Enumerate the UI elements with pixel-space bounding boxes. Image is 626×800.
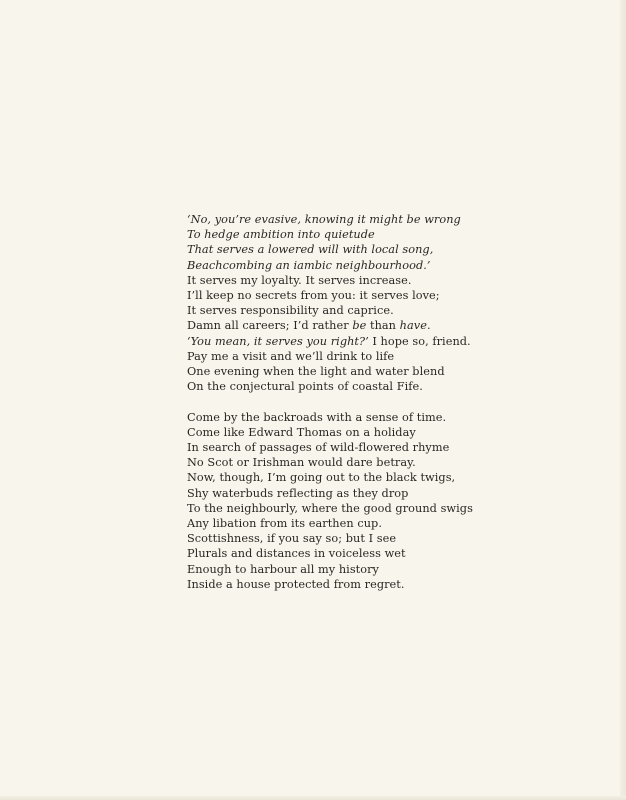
poem-line: Inside a house protected from regret. <box>187 577 405 591</box>
line-segment: . <box>426 319 431 333</box>
poem-line: In search of passages of wild-flowered rhyme <box>187 441 450 455</box>
italic-word: have <box>399 319 427 333</box>
poem-line: Scottishness, if you say so; but I see <box>187 532 397 546</box>
poem-line <box>187 318 587 333</box>
deckle-edge-bottom <box>0 796 626 800</box>
line-segment: I hope so, friend. <box>368 334 471 348</box>
poem-line: Plurals and distances in voiceless wet <box>187 547 406 561</box>
poem-line: That serves a lowered will with local song, <box>187 243 434 257</box>
poem-line: Now, though, I’m going out to the black twigs, <box>187 471 456 485</box>
poem-line: No Scot or Irishman would dare betray. <box>187 456 416 470</box>
line-segment: than <box>366 319 400 333</box>
italic-quote: ‘You mean, it serves you right?’ <box>187 334 369 348</box>
deckle-edge-right <box>620 0 626 800</box>
poem-text <box>187 212 587 607</box>
stanza-1 <box>187 212 587 394</box>
poem-line: Enough to harbour all my history <box>187 562 379 576</box>
poem-line: Come by the backroads with a sense of time. <box>187 410 447 424</box>
poem-line: To the neighbourly, where the good ground swigs <box>187 501 473 515</box>
poem-line: Pay me a visit and we’ll drink to life <box>187 349 395 363</box>
stanza-2 <box>187 410 587 592</box>
poem-line <box>187 334 587 349</box>
poem-line: It serves responsibility and caprice. <box>187 304 394 318</box>
poem-line: On the conjectural points of coastal Fife. <box>187 380 423 394</box>
poem-line: To hedge ambition into quietude <box>187 228 375 242</box>
poem-line: I’ll keep no secrets from you: it serves love; <box>187 289 440 303</box>
poem-line: Beachcombing an iambic neighbourhood.’ <box>187 258 431 272</box>
poem-line: Come like Edward Thomas on a holiday <box>187 425 416 439</box>
poem-line: It serves my loyalty. It serves increase. <box>187 273 412 287</box>
italic-word: be <box>352 319 367 333</box>
poem-line: ‘No, you’re evasive, knowing it might be wrong <box>187 213 461 226</box>
poem-line: Shy waterbuds reflecting as they drop <box>187 486 409 500</box>
poem-line: Any libation from its earthen cup. <box>187 517 382 531</box>
poem-line: One evening when the light and water blend <box>187 365 445 379</box>
line-segment: Damn all careers; I’d rather <box>187 319 353 333</box>
